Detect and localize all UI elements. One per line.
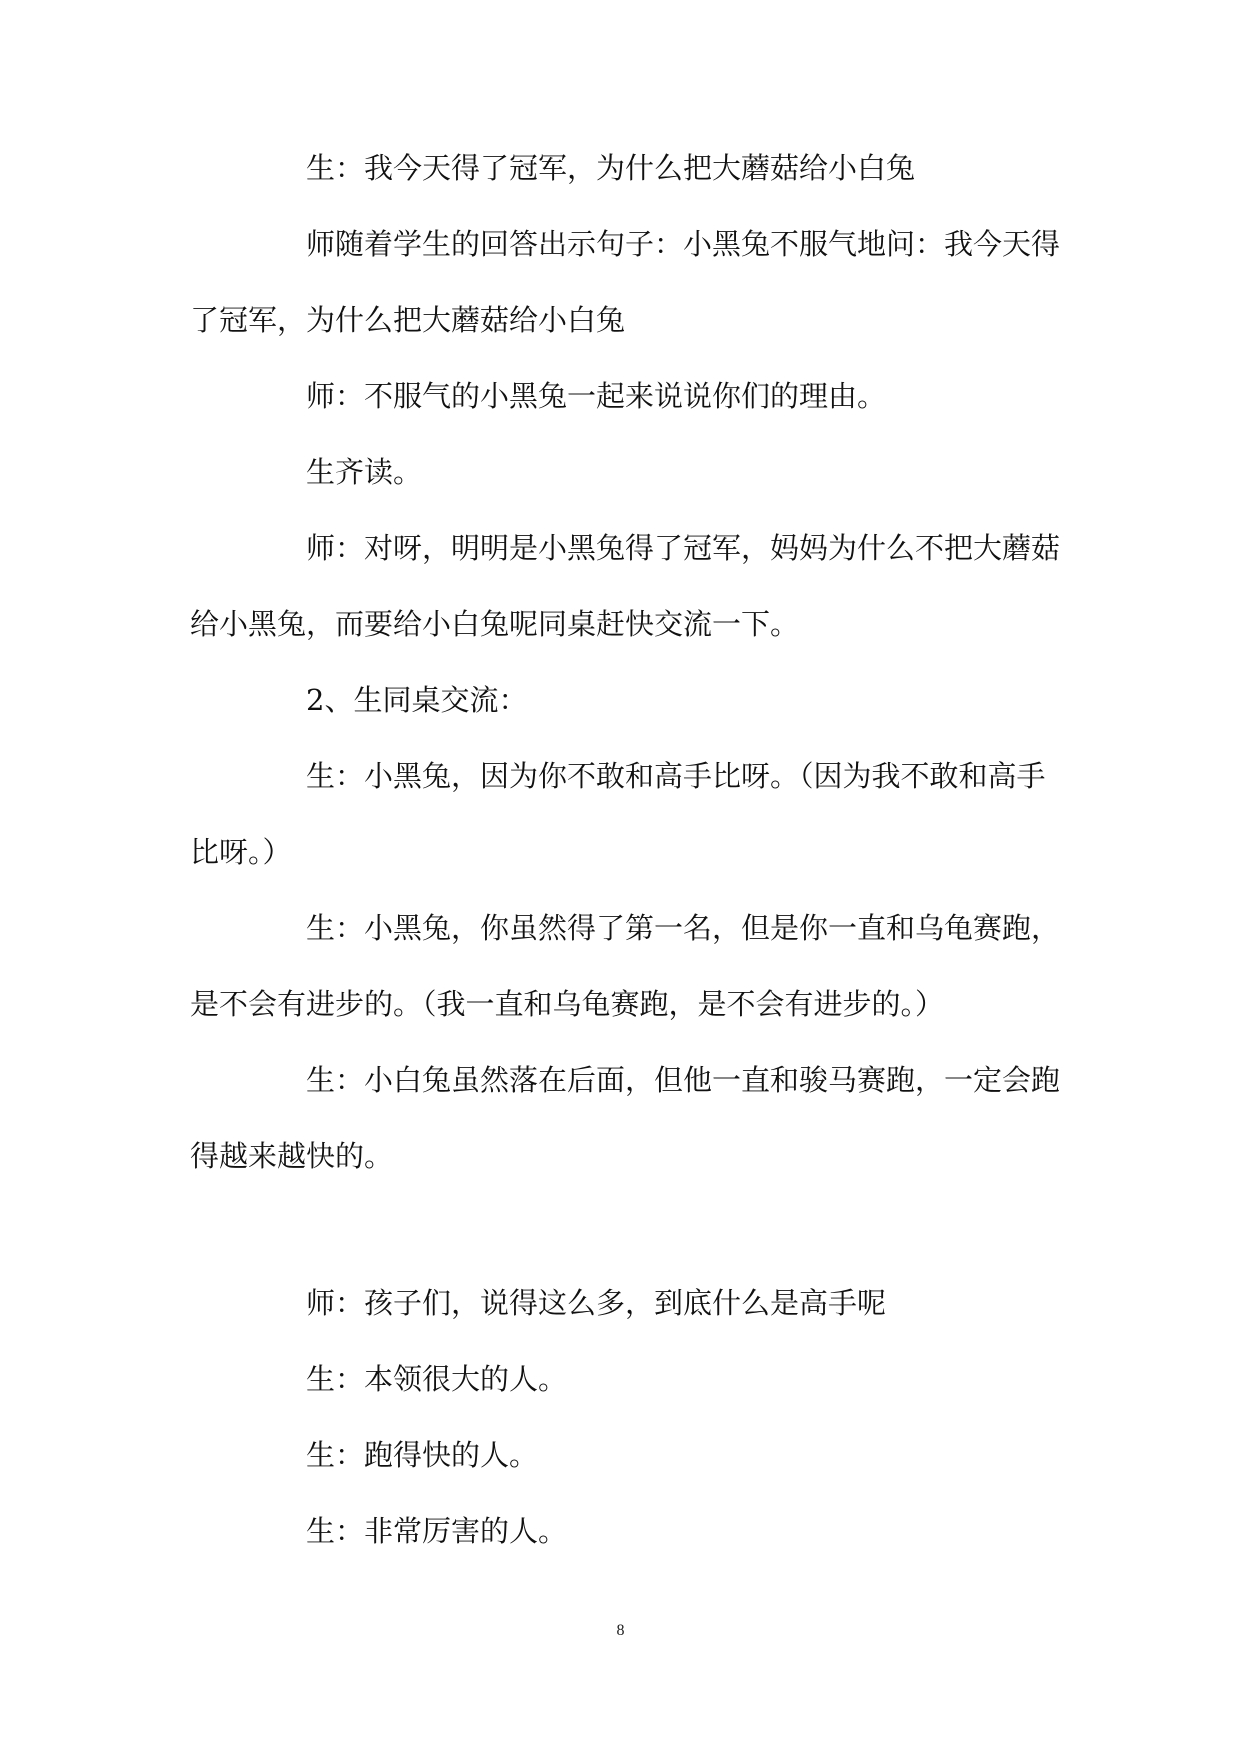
page-number: 8 [616,1622,625,1639]
paragraph: 生齐读。 [306,455,423,489]
paragraph-continuation: 比呀。） [190,835,292,869]
paragraph: 生：本领很大的人。 [306,1362,568,1396]
paragraph-continuation: 了冠军，为什么把大蘑菇给小白兔 [190,303,626,337]
paragraph: 2、生同桌交流： [306,683,528,717]
paragraph: 生：非常厉害的人。 [306,1514,568,1548]
paragraph-continuation: 是不会有进步的。（我一直和乌龟赛跑，是不会有进步的。） [190,987,945,1021]
paragraph: 师随着学生的回答出示句子：小黑兔不服气地问：我今天得 [306,227,1061,261]
paragraph: 师：不服气的小黑兔一起来说说你们的理由。 [306,379,887,413]
paragraph-continuation: 给小黑兔，而要给小白兔呢同桌赶快交流一下。 [190,607,800,641]
paragraph: 生：小白兔虽然落在后面，但他一直和骏马赛跑，一定会跑 [306,1063,1061,1097]
paragraph: 生：小黑兔，因为你不敢和高手比呀。（因为我不敢和高手 [306,759,1046,793]
paragraph: 生：我今天得了冠军，为什么把大蘑菇给小白兔 [306,151,916,185]
paragraph: 师：对呀，明明是小黑兔得了冠军，妈妈为什么不把大蘑菇 [306,531,1061,565]
paragraph: 生：小黑兔，你虽然得了第一名，但是你一直和乌龟赛跑， [306,911,1061,945]
paragraph: 生：跑得快的人。 [306,1438,539,1472]
paragraph: 师：孩子们，说得这么多，到底什么是高手呢 [306,1286,887,1320]
paragraph-continuation: 得越来越快的。 [190,1139,394,1173]
